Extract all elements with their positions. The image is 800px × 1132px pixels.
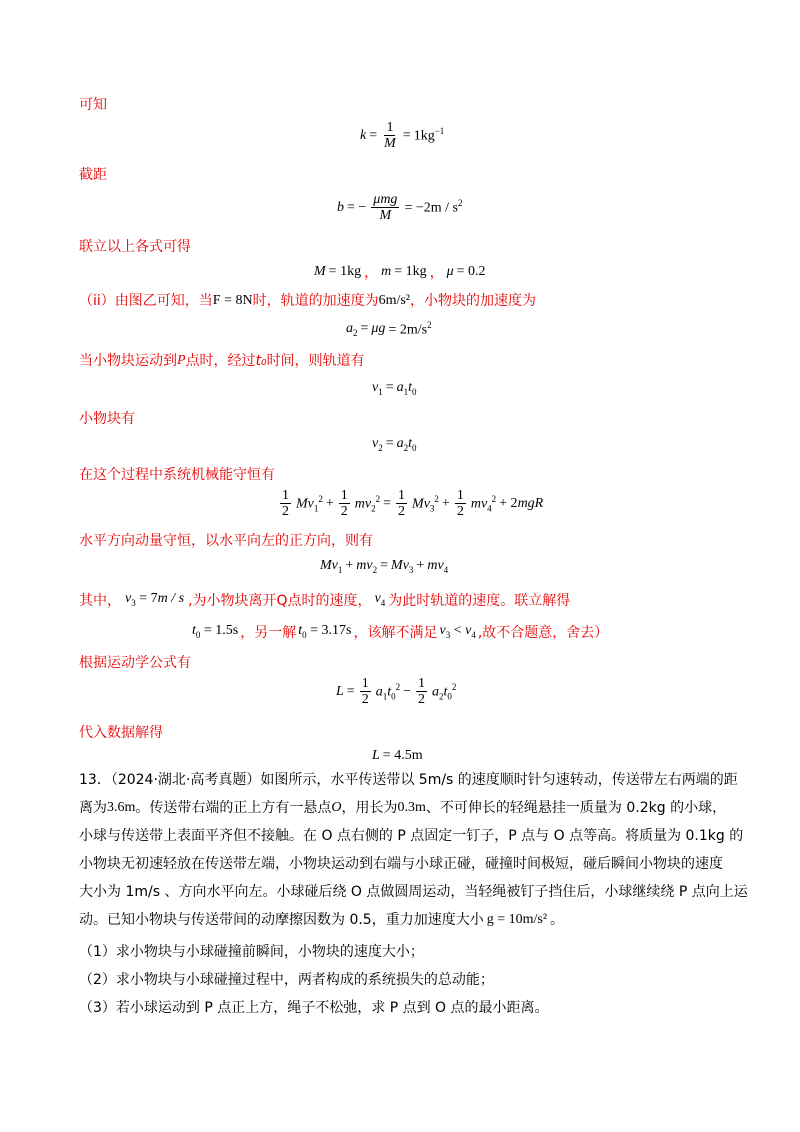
text-jieju: 截距 [79, 167, 107, 183]
part-ii-intro: （ii）由图乙可知，当 [79, 293, 213, 309]
text-xiaowukuai: 小物块有 [79, 411, 135, 427]
qizhong-2: ,为小物块离开Q点时的速度， [188, 592, 372, 609]
q2-a: 离为 [79, 800, 107, 816]
q2-d: 、不可伸长的轻绳悬挂一质量为 0.2kg 的小球， [425, 800, 727, 816]
text-kezhi: 可知 [79, 97, 107, 113]
eq-b: b = − $\frac{\text{μmg}}{M}$ = $-2m / s^2$ [337, 192, 463, 223]
part-ii-mid: 时，轨道的加速度为 [252, 293, 379, 309]
text-part-ii [79, 292, 536, 310]
part-ii-end: ，小物块的加速度为 [410, 293, 537, 309]
question-line-3: 小球与传送带上表面平齐但不接触。在 O 点右侧的 P 点固定一钉子，P 点与 O 点等高。将质量为 0.1kg 的 [79, 828, 744, 844]
eq-v2: $v_2$ = $a_2t_0$ [372, 436, 417, 453]
q2-rope: 0.3m [397, 800, 426, 815]
text-jixie: 在这个过程中系统机械能守恒有 [79, 467, 275, 483]
text-lianli: 联立以上各式可得 [79, 239, 191, 255]
qizhong-3: 为此时轨道的速度。联立解得 [388, 592, 571, 609]
when-p-3: 时间，则轨道有 [266, 353, 365, 369]
eq-results: M = 1kg ， m = 1kg ， μ = 0.2 [314, 264, 486, 281]
eq-momentum: $Mv_1$ + $mv_2$ = $Mv_3$ + $mv_4$ [320, 558, 449, 575]
when-p-2: 点时，经过 [185, 353, 256, 369]
question-line-4: 小物块无初速轻放在传送带左端，小物块运动到右端与小球正碰，碰撞时间极短，碰后瞬间小物块的速度 [79, 856, 723, 872]
t0-reject: ,故不合题意，舍去） [477, 624, 609, 641]
when-p-t0: t₀ [255, 353, 267, 369]
eq-v1: $v_1$ = $a_1t_0$ [372, 380, 417, 397]
subquestion-3: （3）若小球运动到 P 点正上方，绳子不松弛，求 P 点到 O 点的最小距离。 [79, 1000, 549, 1016]
text-dairu: 代入数据解得 [79, 725, 163, 741]
q2-c: ，用长为 [341, 800, 398, 816]
eq-a2: $a_2$ = μg = $2m/s^2$ [346, 320, 432, 338]
eq-energy: $\frac{1}{2}$ $Mv_1^2$ + $\frac{1}{2}$ $mv_2^2$ = $\frac{1}{2}$ $Mv_3^2$ + $\frac{1}{2}$ $mv_4^2$ + 2mgR [282, 488, 544, 519]
when-p-point: P [177, 353, 186, 368]
q6-b: 。 [550, 912, 565, 928]
part-ii-a: 6m/s² [378, 293, 411, 308]
q2-b: 。传送带右端的正上方有一悬点 [135, 800, 332, 816]
question-line-6 [79, 907, 564, 933]
t0-other: ，另一解 [240, 624, 297, 641]
when-p-1: 当小物块运动到 [79, 353, 177, 369]
eq-k: k = $\frac{1}{M}$ = $1kg^{-1}$ [360, 120, 445, 151]
question-line-5: 大小为 1m/s 、方向水平向左。小球碰后绕 O 点做圆周运动，当轻绳被钉子挡住后，小球继续绕 P 点向上运 [79, 884, 748, 900]
q2-len: 3.6m [107, 800, 136, 815]
part-ii-F: F = 8N [212, 293, 253, 308]
subquestion-2: （2）求小物块与小球碰撞过程中，两者构成的系统损失的总动能； [79, 972, 494, 988]
text-dongliang: 水平方向动量守恒，以水平向左的正方向，则有 [79, 533, 373, 549]
q2-O: O [331, 800, 342, 815]
text-qizhong: 其中， $v_3 = 7m / s$ ,为小物块离开Q点时的速度， $v_4$ 为此时轨道的速度。联立解得 [79, 591, 571, 609]
question-line-2 [79, 795, 726, 821]
question-line-1: 13．（2024·湖北·高考真题）如图所示，水平传送带以 5m/s 的速度顺时针匀速转动，传送带左右两端的距 [79, 772, 738, 788]
text-yundongxue: 根据运动学公式有 [79, 655, 191, 671]
eq-L: L = $\frac{1}{2}$ $a_1t_0^2$ − $\frac{1}{2}$ $a_2t_0^2$ [336, 676, 457, 707]
text-t0: $t_0 = 1.5s$ ，另一解 $t_0 = 3.17s$ ，该解不满足 $v_3 < v_4$ ,故不合题意，舍去） [192, 623, 609, 641]
text-when-p [79, 352, 365, 370]
subquestion-1: （1）求小物块与小球碰撞前瞬间，小物块的速度大小； [79, 944, 424, 960]
t0-notmeet: ，该解不满足 [353, 624, 438, 641]
eq-L-result: L = 4.5m [372, 748, 423, 763]
q6-g: g = 10m/s² [486, 912, 548, 927]
q6-a: 动。已知小物块与传送带间的动摩擦因数为 0.5，重力加速度大小 [79, 912, 484, 928]
qizhong-1: 其中， [79, 592, 121, 609]
